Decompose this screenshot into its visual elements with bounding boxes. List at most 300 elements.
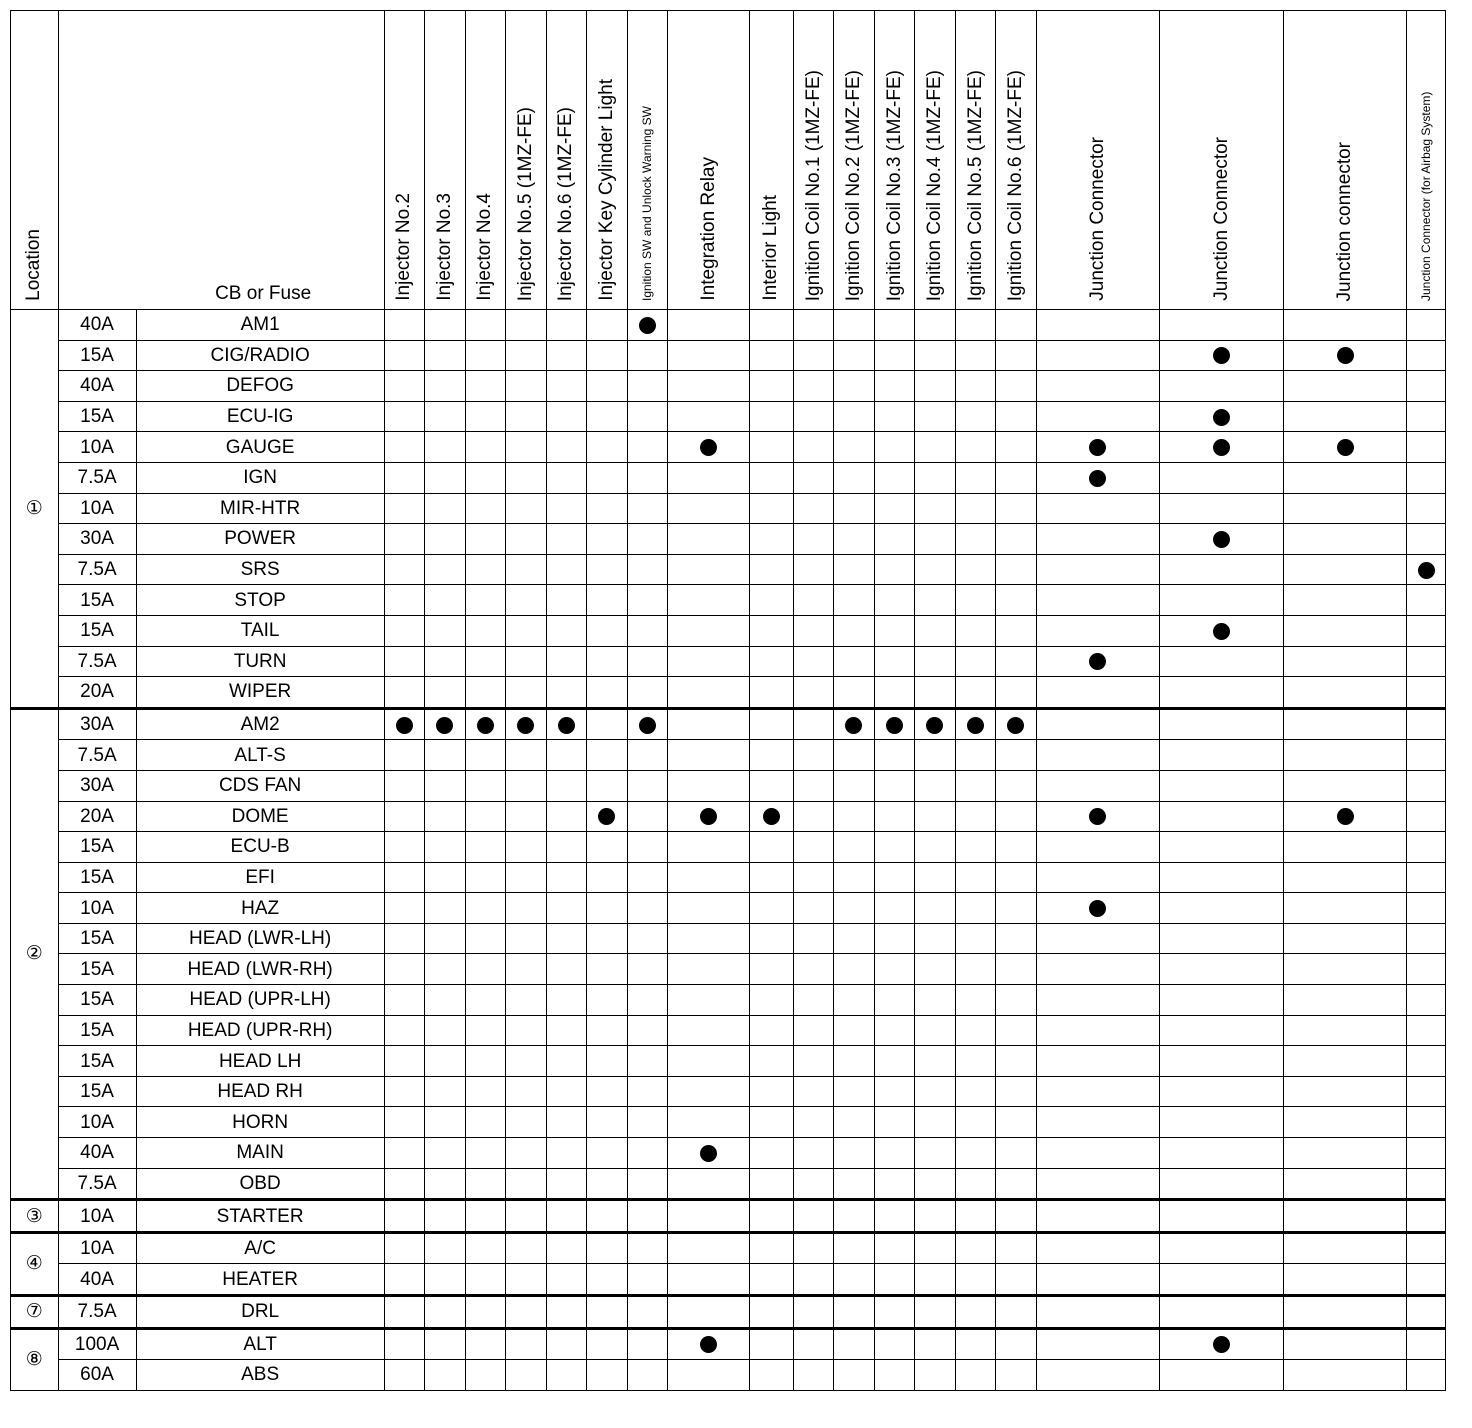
connection-cell — [1283, 770, 1407, 801]
connection-cell — [996, 1107, 1037, 1138]
connection-cell — [587, 893, 628, 924]
connection-cell — [793, 371, 834, 402]
connection-dot-icon — [967, 717, 984, 734]
connection-cell — [1036, 1015, 1160, 1046]
connection-cell — [955, 677, 996, 709]
connection-cell — [1407, 524, 1446, 555]
fuse-name: GAUGE — [136, 432, 384, 463]
connection-cell — [874, 401, 915, 432]
connection-cell — [587, 1360, 628, 1391]
connection-cell — [750, 432, 794, 463]
connection-cell — [996, 954, 1037, 985]
connection-cell — [750, 985, 794, 1016]
connection-cell — [668, 462, 750, 493]
connection-cell — [1160, 340, 1284, 371]
connection-cell — [750, 1138, 794, 1169]
connection-cell — [1283, 1328, 1407, 1360]
connection-cell — [425, 862, 466, 893]
connection-cell — [955, 310, 996, 341]
connection-cell — [465, 524, 506, 555]
connection-cell — [465, 1138, 506, 1169]
connection-cell — [627, 801, 668, 832]
connection-cell — [996, 615, 1037, 646]
connection-cell — [1036, 801, 1160, 832]
table-row — [11, 893, 1446, 924]
connection-cell — [834, 493, 875, 524]
connection-cell — [793, 340, 834, 371]
connection-cell — [587, 1046, 628, 1077]
connection-cell — [793, 432, 834, 463]
connection-cell — [627, 462, 668, 493]
connection-cell — [506, 493, 547, 524]
connection-cell — [587, 1200, 628, 1233]
connection-cell — [1160, 923, 1284, 954]
table-row — [11, 1138, 1446, 1169]
connection-cell — [384, 401, 425, 432]
connection-cell — [793, 954, 834, 985]
connection-cell — [465, 340, 506, 371]
connection-cell — [425, 1360, 466, 1391]
connection-cell — [834, 801, 875, 832]
connection-cell — [465, 893, 506, 924]
connection-cell — [793, 801, 834, 832]
connection-dot-icon — [700, 439, 717, 456]
connection-cell — [793, 708, 834, 740]
connection-cell — [425, 893, 466, 924]
connection-cell — [668, 677, 750, 709]
connection-cell — [1283, 1046, 1407, 1077]
connection-dot-icon — [1007, 717, 1024, 734]
table-row — [11, 832, 1446, 863]
connection-cell — [506, 923, 547, 954]
connection-cell — [750, 954, 794, 985]
connection-cell — [668, 1296, 750, 1329]
table-row — [11, 1296, 1446, 1329]
connection-cell — [384, 310, 425, 341]
connection-cell — [955, 1138, 996, 1169]
fuse-name: ALT — [136, 1328, 384, 1360]
connection-cell — [425, 310, 466, 341]
connection-cell — [1036, 923, 1160, 954]
connection-cell — [668, 862, 750, 893]
connection-dot-icon — [477, 717, 494, 734]
connection-cell — [668, 524, 750, 555]
connection-cell — [668, 1046, 750, 1077]
connection-cell — [668, 340, 750, 371]
connection-cell — [1407, 1328, 1446, 1360]
table-row — [11, 1076, 1446, 1107]
connection-cell — [750, 1264, 794, 1296]
connection-cell — [955, 554, 996, 585]
connection-cell — [996, 832, 1037, 863]
column-header-label: Ignition Coil No.5 (1MZ-FE) — [964, 69, 986, 301]
connection-cell — [1407, 1360, 1446, 1391]
fuse-name: SRS — [136, 554, 384, 585]
connection-cell — [1283, 1107, 1407, 1138]
connection-cell — [465, 432, 506, 463]
connection-cell — [546, 985, 587, 1016]
table-row — [11, 493, 1446, 524]
connection-cell — [915, 740, 956, 771]
fuse-name: CDS FAN — [136, 770, 384, 801]
column-header-16 — [1036, 11, 1160, 310]
column-header-8 — [668, 11, 750, 310]
table-row — [11, 770, 1446, 801]
column-header-label: Ignition Coil No.3 (1MZ-FE) — [883, 69, 905, 301]
connection-cell — [1283, 677, 1407, 709]
connection-cell — [668, 708, 750, 740]
connection-cell — [1160, 832, 1284, 863]
connection-cell — [915, 1328, 956, 1360]
connection-cell — [955, 954, 996, 985]
connection-cell — [874, 615, 915, 646]
connection-cell — [1160, 708, 1284, 740]
connection-cell — [793, 1046, 834, 1077]
connection-cell — [668, 770, 750, 801]
connection-cell — [465, 1296, 506, 1329]
connection-cell — [874, 985, 915, 1016]
connection-cell — [668, 1264, 750, 1296]
connection-cell — [915, 310, 956, 341]
connection-cell — [834, 985, 875, 1016]
connection-cell — [996, 554, 1037, 585]
connection-cell — [465, 862, 506, 893]
fuse-amperage: 15A — [58, 954, 136, 985]
connection-cell — [874, 1328, 915, 1360]
connection-cell — [425, 554, 466, 585]
connection-cell — [793, 646, 834, 677]
connection-cell — [1036, 1046, 1160, 1077]
connection-cell — [506, 432, 547, 463]
connection-cell — [1283, 340, 1407, 371]
connection-cell — [834, 832, 875, 863]
connection-cell — [587, 1264, 628, 1296]
connection-cell — [425, 371, 466, 402]
connection-cell — [384, 923, 425, 954]
connection-cell — [750, 1232, 794, 1264]
connection-cell — [627, 708, 668, 740]
connection-cell — [955, 462, 996, 493]
connection-cell — [915, 708, 956, 740]
connection-cell — [1036, 554, 1160, 585]
connection-cell — [834, 1107, 875, 1138]
connection-cell — [834, 1296, 875, 1329]
connection-cell — [750, 923, 794, 954]
connection-cell — [1160, 310, 1284, 341]
connection-cell — [425, 832, 466, 863]
connection-cell — [874, 1232, 915, 1264]
connection-cell — [834, 401, 875, 432]
connection-cell — [874, 862, 915, 893]
connection-cell — [834, 462, 875, 493]
connection-cell — [384, 801, 425, 832]
connection-cell — [1283, 893, 1407, 924]
fuse-name: STARTER — [136, 1200, 384, 1233]
connection-cell — [915, 1168, 956, 1200]
connection-cell — [1283, 401, 1407, 432]
connection-cell — [915, 554, 956, 585]
connection-cell — [915, 985, 956, 1016]
connection-cell — [1160, 801, 1284, 832]
connection-cell — [668, 923, 750, 954]
connection-cell — [1283, 1076, 1407, 1107]
connection-dot-icon — [763, 808, 780, 825]
connection-cell — [627, 493, 668, 524]
connection-cell — [546, 1076, 587, 1107]
connection-cell — [425, 1296, 466, 1329]
connection-cell — [874, 770, 915, 801]
connection-cell — [384, 1015, 425, 1046]
connection-cell — [1160, 677, 1284, 709]
location-cell: ① — [11, 310, 59, 709]
connection-cell — [915, 1076, 956, 1107]
connection-cell — [546, 708, 587, 740]
connection-cell — [1407, 708, 1446, 740]
connection-cell — [1160, 462, 1284, 493]
connection-cell — [1036, 401, 1160, 432]
connection-dot-icon — [1337, 808, 1354, 825]
connection-cell — [384, 893, 425, 924]
connection-cell — [506, 985, 547, 1016]
connection-cell — [506, 524, 547, 555]
connection-cell — [793, 1168, 834, 1200]
connection-cell — [915, 585, 956, 616]
connection-cell — [1036, 1232, 1160, 1264]
connection-cell — [425, 646, 466, 677]
column-header-9 — [750, 11, 794, 310]
connection-cell — [1407, 310, 1446, 341]
connection-cell — [793, 1232, 834, 1264]
connection-cell — [1160, 770, 1284, 801]
connection-cell — [465, 401, 506, 432]
connection-cell — [465, 1107, 506, 1138]
connection-cell — [1160, 1046, 1284, 1077]
connection-cell — [750, 1328, 794, 1360]
fuse-table — [10, 10, 1446, 1391]
connection-cell — [465, 585, 506, 616]
connection-cell — [834, 1046, 875, 1077]
connection-cell — [1036, 432, 1160, 463]
connection-cell — [384, 1138, 425, 1169]
table-row — [11, 1046, 1446, 1077]
connection-cell — [587, 740, 628, 771]
fuse-amperage: 7.5A — [58, 1296, 136, 1329]
column-header-label: Ignition Coil No.6 (1MZ-FE) — [1005, 69, 1026, 301]
connection-cell — [1407, 1296, 1446, 1329]
connection-cell — [1407, 985, 1446, 1016]
connection-cell — [425, 401, 466, 432]
connection-cell — [793, 615, 834, 646]
connection-cell — [996, 1168, 1037, 1200]
connection-cell — [627, 893, 668, 924]
fuse-name: ECU-B — [136, 832, 384, 863]
connection-cell — [793, 1328, 834, 1360]
connection-cell — [1283, 524, 1407, 555]
connection-cell — [425, 985, 466, 1016]
connection-cell — [793, 770, 834, 801]
connection-dot-icon — [926, 717, 943, 734]
connection-cell — [793, 985, 834, 1016]
connection-cell — [955, 646, 996, 677]
connection-cell — [834, 432, 875, 463]
connection-cell — [1407, 677, 1446, 709]
connection-cell — [996, 893, 1037, 924]
connection-cell — [955, 432, 996, 463]
connection-cell — [874, 1107, 915, 1138]
connection-cell — [996, 1264, 1037, 1296]
connection-cell — [834, 340, 875, 371]
connection-cell — [915, 862, 956, 893]
connection-cell — [425, 1138, 466, 1169]
connection-cell — [627, 1015, 668, 1046]
table-row — [11, 554, 1446, 585]
connection-cell — [750, 740, 794, 771]
table-row — [11, 340, 1446, 371]
connection-cell — [1160, 432, 1284, 463]
connection-cell — [955, 801, 996, 832]
table-row — [11, 954, 1446, 985]
connection-cell — [425, 1200, 466, 1233]
connection-cell — [955, 1232, 996, 1264]
connection-cell — [627, 1138, 668, 1169]
connection-cell — [587, 801, 628, 832]
connection-cell — [834, 893, 875, 924]
connection-cell — [1160, 893, 1284, 924]
connection-cell — [874, 554, 915, 585]
connection-cell — [996, 985, 1037, 1016]
connection-cell — [874, 708, 915, 740]
connection-dot-icon — [886, 717, 903, 734]
connection-cell — [1283, 1264, 1407, 1296]
connection-cell — [955, 1107, 996, 1138]
fuse-amperage: 15A — [58, 862, 136, 893]
connection-cell — [546, 893, 587, 924]
column-header-label: Injector Key Cylinder Light — [595, 79, 617, 301]
connection-dot-icon — [1089, 439, 1106, 456]
connection-cell — [1036, 310, 1160, 341]
connection-cell — [627, 862, 668, 893]
connection-cell — [750, 401, 794, 432]
column-header-label: Ignition SW and Unlock Warning SW — [639, 106, 654, 301]
connection-dot-icon — [1089, 653, 1106, 670]
connection-cell — [955, 1046, 996, 1077]
connection-cell — [465, 708, 506, 740]
connection-cell — [1283, 554, 1407, 585]
connection-dot-icon — [1089, 900, 1106, 917]
fuse-name: IGN — [136, 462, 384, 493]
fuse-name: HEAD (LWR-LH) — [136, 923, 384, 954]
connection-cell — [955, 862, 996, 893]
fuse-name: HEAD LH — [136, 1046, 384, 1077]
connection-cell — [546, 1168, 587, 1200]
connection-cell — [425, 1328, 466, 1360]
connection-cell — [834, 1264, 875, 1296]
connection-cell — [506, 1232, 547, 1264]
table-row — [11, 708, 1446, 740]
connection-cell — [750, 615, 794, 646]
column-header-label: Injector No.3 — [433, 193, 455, 301]
fuse-amperage: 15A — [58, 832, 136, 863]
connection-cell — [750, 554, 794, 585]
connection-cell — [750, 340, 794, 371]
connection-cell — [1036, 893, 1160, 924]
connection-cell — [1283, 615, 1407, 646]
connection-cell — [793, 1200, 834, 1233]
column-header-7 — [627, 11, 668, 310]
connection-cell — [915, 646, 956, 677]
connection-cell — [1283, 1015, 1407, 1046]
connection-cell — [668, 801, 750, 832]
connection-cell — [1160, 524, 1284, 555]
column-header-label: Integration Relay — [697, 157, 719, 301]
connection-cell — [506, 401, 547, 432]
connection-cell — [384, 462, 425, 493]
connection-cell — [955, 524, 996, 555]
fuse-name: HEAD (LWR-RH) — [136, 954, 384, 985]
connection-cell — [793, 1107, 834, 1138]
connection-cell — [915, 770, 956, 801]
fuse-amperage: 10A — [58, 493, 136, 524]
fuse-amperage: 7.5A — [58, 1168, 136, 1200]
connection-cell — [1407, 585, 1446, 616]
connection-cell — [915, 954, 956, 985]
connection-cell — [874, 740, 915, 771]
connection-cell — [915, 1107, 956, 1138]
connection-cell — [996, 1015, 1037, 1046]
connection-cell — [627, 1168, 668, 1200]
connection-cell — [587, 954, 628, 985]
connection-cell — [1283, 371, 1407, 402]
connection-cell — [1407, 615, 1446, 646]
connection-cell — [627, 401, 668, 432]
connection-cell — [750, 310, 794, 341]
connection-cell — [915, 801, 956, 832]
connection-cell — [384, 954, 425, 985]
connection-cell — [506, 1296, 547, 1329]
connection-cell — [793, 923, 834, 954]
connection-cell — [793, 585, 834, 616]
connection-cell — [955, 1015, 996, 1046]
connection-cell — [506, 677, 547, 709]
connection-cell — [384, 708, 425, 740]
connection-cell — [996, 1138, 1037, 1169]
connection-cell — [793, 401, 834, 432]
connection-cell — [1160, 862, 1284, 893]
connection-cell — [915, 524, 956, 555]
connection-cell — [1160, 985, 1284, 1016]
connection-cell — [834, 615, 875, 646]
fuse-amperage: 7.5A — [58, 740, 136, 771]
connection-cell — [915, 493, 956, 524]
connection-cell — [834, 1138, 875, 1169]
connection-cell — [750, 832, 794, 863]
fuse-name: TURN — [136, 646, 384, 677]
connection-cell — [1036, 708, 1160, 740]
connection-cell — [1283, 462, 1407, 493]
connection-cell — [793, 1264, 834, 1296]
connection-cell — [465, 677, 506, 709]
connection-cell — [465, 801, 506, 832]
connection-cell — [465, 1076, 506, 1107]
connection-cell — [834, 1168, 875, 1200]
column-header-4 — [506, 11, 547, 310]
connection-cell — [1407, 1168, 1446, 1200]
connection-cell — [750, 524, 794, 555]
connection-cell — [506, 862, 547, 893]
connection-cell — [834, 923, 875, 954]
fuse-amperage: 40A — [58, 371, 136, 402]
connection-cell — [874, 371, 915, 402]
